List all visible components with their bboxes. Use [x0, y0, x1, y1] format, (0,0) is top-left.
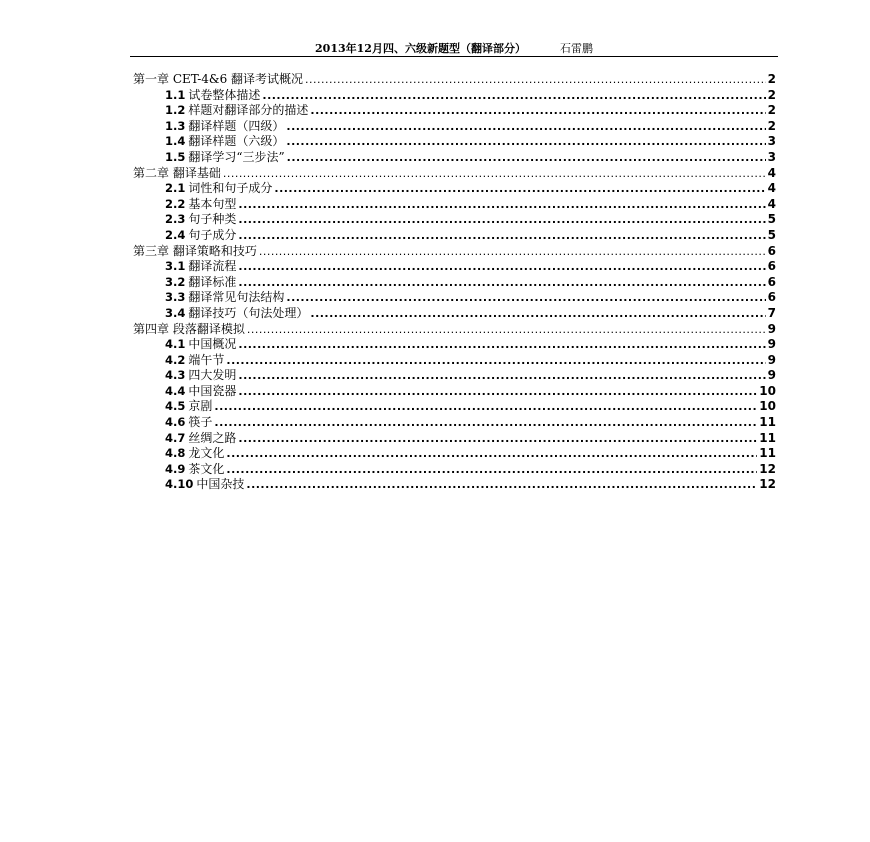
toc-dot-leader: [310, 306, 765, 322]
toc-section-entry[interactable]: [130, 415, 776, 431]
toc-section-entry[interactable]: [130, 181, 776, 197]
toc-entry-title: 龙文化: [188, 446, 225, 461]
toc-entry-title: 翻译技巧（句法处理）: [188, 305, 309, 320]
toc-dot-leader: [226, 446, 757, 462]
toc-entry-number: 1.3: [165, 118, 186, 133]
toc-page-number: 9: [767, 352, 776, 367]
toc-dot-leader: [262, 88, 765, 104]
header-title: 2013年12月四、六级新题型（翻译部分）: [315, 42, 526, 55]
toc-entry-number: 4.2: [165, 352, 186, 367]
toc-entry-title: 试卷整体描述: [188, 87, 261, 102]
toc-entry-title: 第四章 段落翻译模拟: [133, 321, 245, 336]
toc-section-entry[interactable]: [130, 446, 776, 462]
toc-page-number: 5: [767, 212, 776, 227]
toc-page-number: 3: [767, 149, 776, 164]
toc-entry-number: 4.8: [165, 446, 186, 461]
toc-dot-leader: [238, 384, 757, 400]
toc-entry-number: 2.3: [165, 212, 186, 227]
toc-entry-title: 句子种类: [188, 212, 237, 227]
toc-dot-leader: [238, 259, 765, 275]
toc-entry-title: 基本句型: [188, 196, 237, 211]
toc-entry-number: 3.1: [165, 259, 186, 274]
toc-page-number: 6: [767, 274, 776, 289]
toc-section-entry[interactable]: [130, 88, 776, 104]
toc-dot-leader: [226, 462, 757, 478]
toc-entry-title: 翻译样题（四级）: [188, 118, 285, 133]
toc-entry-title: 端午节: [188, 352, 225, 367]
toc-dot-leader: [305, 72, 766, 88]
toc-entry-title: 第一章 CET-4&6 翻译考试概况: [133, 72, 304, 86]
toc-dot-leader: [287, 150, 766, 166]
toc-page-number: 4: [767, 196, 776, 211]
toc-section-entry[interactable]: [130, 119, 776, 135]
toc-dot-leader: [274, 181, 765, 197]
toc-section-entry[interactable]: [130, 259, 776, 275]
toc-entry-number: 1.2: [165, 103, 186, 118]
toc-page-number: 2: [767, 103, 776, 118]
toc-section-entry[interactable]: [130, 353, 776, 369]
toc-entry-title: 筷子: [188, 415, 213, 430]
toc-dot-leader: [286, 134, 765, 150]
toc-entry-title: 样题对翻译部分的描述: [188, 103, 309, 118]
toc-chapter-entry[interactable]: [130, 166, 776, 182]
toc-dot-leader: [238, 197, 765, 213]
toc-dot-leader: [238, 431, 757, 447]
toc-dot-leader: [286, 290, 765, 306]
toc-entry-title: 京剧: [188, 399, 213, 414]
toc-section-entry[interactable]: [130, 384, 776, 400]
toc-entry-number: 2.1: [165, 181, 186, 196]
toc-page-number: 9: [767, 321, 776, 336]
toc-dot-leader: [238, 228, 765, 244]
toc-entry-title: 四大发明: [188, 368, 237, 383]
toc-section-entry[interactable]: [130, 275, 776, 291]
toc-page-number: 5: [767, 227, 776, 242]
toc-entry-title: 中国杂技: [196, 477, 245, 492]
toc-page-number: 11: [759, 430, 776, 445]
toc-entry-number: 2.2: [165, 196, 186, 211]
toc-page-number: 2: [767, 72, 776, 86]
toc-entry-title: 句子成分: [188, 227, 237, 242]
toc-page-number: 2: [767, 87, 776, 102]
toc-entry-number: 2.4: [165, 227, 186, 242]
toc-entry-title: 翻译样题（六级）: [188, 134, 285, 149]
toc-dot-leader: [238, 337, 765, 353]
toc-entry-title: 翻译常见句法结构: [188, 290, 285, 305]
toc-section-entry[interactable]: [130, 212, 776, 228]
toc-section-entry[interactable]: [130, 306, 776, 322]
header-author: 石雷鹏: [559, 42, 593, 55]
toc-page-number: 12: [759, 461, 776, 476]
toc-entry-title: 第三章 翻译策略和技巧: [133, 243, 257, 258]
toc-page-number: 2: [767, 118, 776, 133]
toc-page-number: 6: [767, 259, 776, 274]
toc-entry-title: 中国概况: [188, 337, 237, 352]
toc-entry-number: 3.3: [165, 290, 186, 305]
toc-section-entry[interactable]: [130, 228, 776, 244]
toc-dot-leader: [226, 353, 765, 369]
toc-page-number: 9: [767, 368, 776, 383]
toc-entry-title: 丝绸之路: [188, 430, 237, 445]
toc-entry-number: 3.4: [165, 305, 186, 320]
toc-page-number: 7: [767, 305, 776, 320]
toc-dot-leader: [286, 119, 765, 135]
toc-section-entry[interactable]: [130, 368, 776, 384]
toc-entry-title: 翻译流程: [188, 259, 237, 274]
toc-entry-title: 茶文化: [188, 461, 225, 476]
toc-entry-number: 1.4: [165, 134, 186, 149]
toc-entry-title: 翻译学习“三步法”: [188, 149, 285, 164]
toc-entry-title: 翻译标准: [188, 274, 237, 289]
toc-page-number: 4: [767, 181, 776, 196]
toc-chapter-entry[interactable]: [130, 322, 776, 338]
toc-page-number: 6: [767, 243, 776, 258]
toc-entry-number: 4.4: [165, 383, 186, 398]
toc-entry-number: 4.6: [165, 415, 186, 430]
toc-entry-title: 中国瓷器: [188, 383, 237, 398]
toc-entry-number: 4.10: [165, 477, 194, 492]
toc-section-entry[interactable]: [130, 150, 776, 166]
toc-dot-leader: [238, 275, 765, 291]
toc-section-entry[interactable]: [130, 103, 776, 119]
toc-chapter-entry[interactable]: [130, 72, 776, 88]
toc-page-number: 6: [767, 290, 776, 305]
toc-entry-number: 4.9: [165, 461, 186, 476]
toc-section-entry[interactable]: [130, 431, 776, 447]
toc-entry-number: 1.5: [165, 149, 186, 164]
toc-page-number: 3: [767, 134, 776, 149]
toc-dot-leader: [238, 368, 765, 384]
header-divider: [130, 56, 778, 57]
toc-section-entry[interactable]: [130, 477, 776, 493]
toc-dot-leader: [223, 166, 766, 182]
toc-page-number: 4: [767, 165, 776, 180]
toc-page-number: 9: [767, 337, 776, 352]
toc-chapter-entry[interactable]: [130, 244, 776, 260]
toc-entry-number: 4.3: [165, 368, 186, 383]
page-header: [130, 40, 778, 56]
toc-dot-leader: [214, 399, 757, 415]
toc-section-entry[interactable]: [130, 290, 776, 306]
toc-page-number: 11: [759, 415, 776, 430]
toc-dot-leader: [238, 212, 765, 228]
toc-dot-leader: [310, 103, 765, 119]
toc-entry-number: 3.2: [165, 274, 186, 289]
toc-page-number: 11: [759, 446, 776, 461]
toc-page-number: 10: [759, 399, 776, 414]
toc-page-number: 12: [759, 477, 776, 492]
toc-entry-number: 4.1: [165, 337, 186, 352]
toc-entry-number: 4.5: [165, 399, 186, 414]
table-of-contents: [130, 72, 776, 493]
toc-entry-number: 1.1: [165, 87, 186, 102]
toc-dot-leader: [259, 244, 766, 260]
toc-section-entry[interactable]: [130, 399, 776, 415]
toc-section-entry[interactable]: [130, 462, 776, 478]
toc-entry-title: 第二章 翻译基础: [133, 165, 221, 180]
toc-entry-title: 词性和句子成分: [188, 181, 273, 196]
toc-page-number: 10: [759, 383, 776, 398]
toc-entry-number: 4.7: [165, 430, 186, 445]
toc-dot-leader: [214, 415, 757, 431]
toc-section-entry[interactable]: [130, 134, 776, 150]
toc-dot-leader: [246, 477, 757, 493]
toc-dot-leader: [247, 322, 766, 338]
toc-section-entry[interactable]: [130, 197, 776, 213]
toc-section-entry[interactable]: [130, 337, 776, 353]
